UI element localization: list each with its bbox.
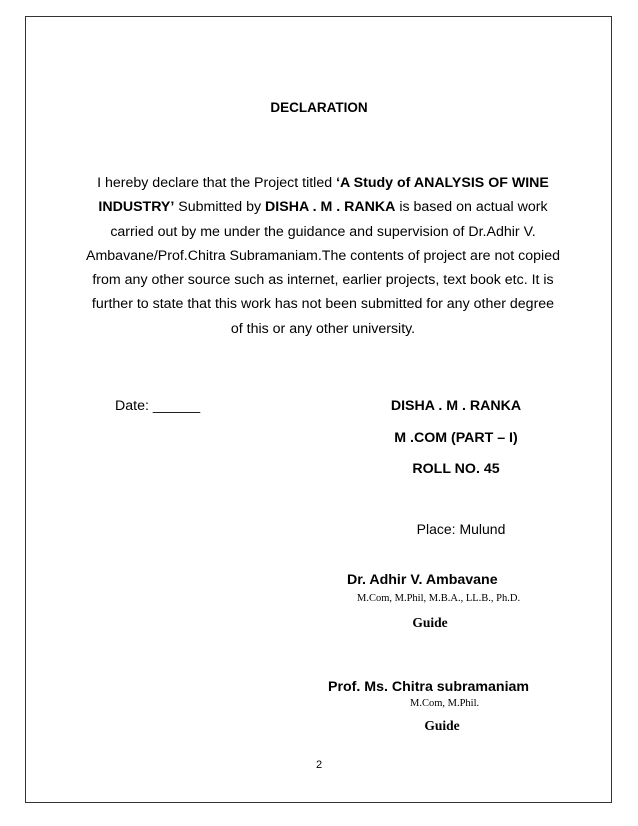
guide1-name: Dr. Adhir V. Ambavane: [347, 572, 498, 588]
student-name-inline: DISHA . M . RANKA: [265, 199, 396, 216]
page-number: 2: [315, 759, 323, 771]
student-course: M .COM (PART – I): [394, 430, 518, 446]
paragraph-line-5: from any other source such as internet, earlier projects, text book etc. It is: [92, 272, 554, 289]
paragraph-line-3: carried out by me under the guidance and supervision of Dr.Adhir V.: [110, 223, 536, 240]
guide2-qualifications: M.Com, M.Phil.: [410, 698, 480, 709]
project-title-text: INDUSTRY’: [98, 199, 175, 216]
paragraph-text: I hereby declare that the Project titled: [97, 175, 337, 191]
project-title-text: ‘A Study of ANALYSIS OF WINE: [336, 175, 549, 191]
guide2-role: Guide: [424, 718, 460, 733]
paragraph-text: Submitted by: [174, 199, 266, 216]
guide2-name: Prof. Ms. Chitra subramaniam: [328, 679, 530, 695]
paragraph-line-7: of this or any other university.: [230, 320, 416, 337]
place-label: Place: Mulund: [416, 521, 506, 537]
paragraph-line-4: Ambavane/Prof.Chitra Subramaniam.The contents of project are not copied: [86, 247, 560, 264]
guide1-qualifications: M.Com, M.Phil, M.B.A., LL.B., Ph.D.: [357, 593, 521, 604]
page-title: DECLARATION: [270, 100, 368, 115]
paragraph-line-2: [58, 195, 588, 219]
student-name: DISHA . M . RANKA: [390, 398, 522, 414]
paragraph-text: is based on actual work: [395, 199, 548, 216]
date-label: Date: ______: [115, 398, 201, 414]
student-roll: ROLL NO. 45: [412, 461, 500, 477]
paragraph-line-6: further to state that this work has not been submitted for any other degree: [91, 296, 555, 313]
guide1-role: Guide: [412, 615, 448, 630]
paragraph-line-1: [58, 171, 588, 195]
declaration-paragraph: [58, 171, 588, 341]
